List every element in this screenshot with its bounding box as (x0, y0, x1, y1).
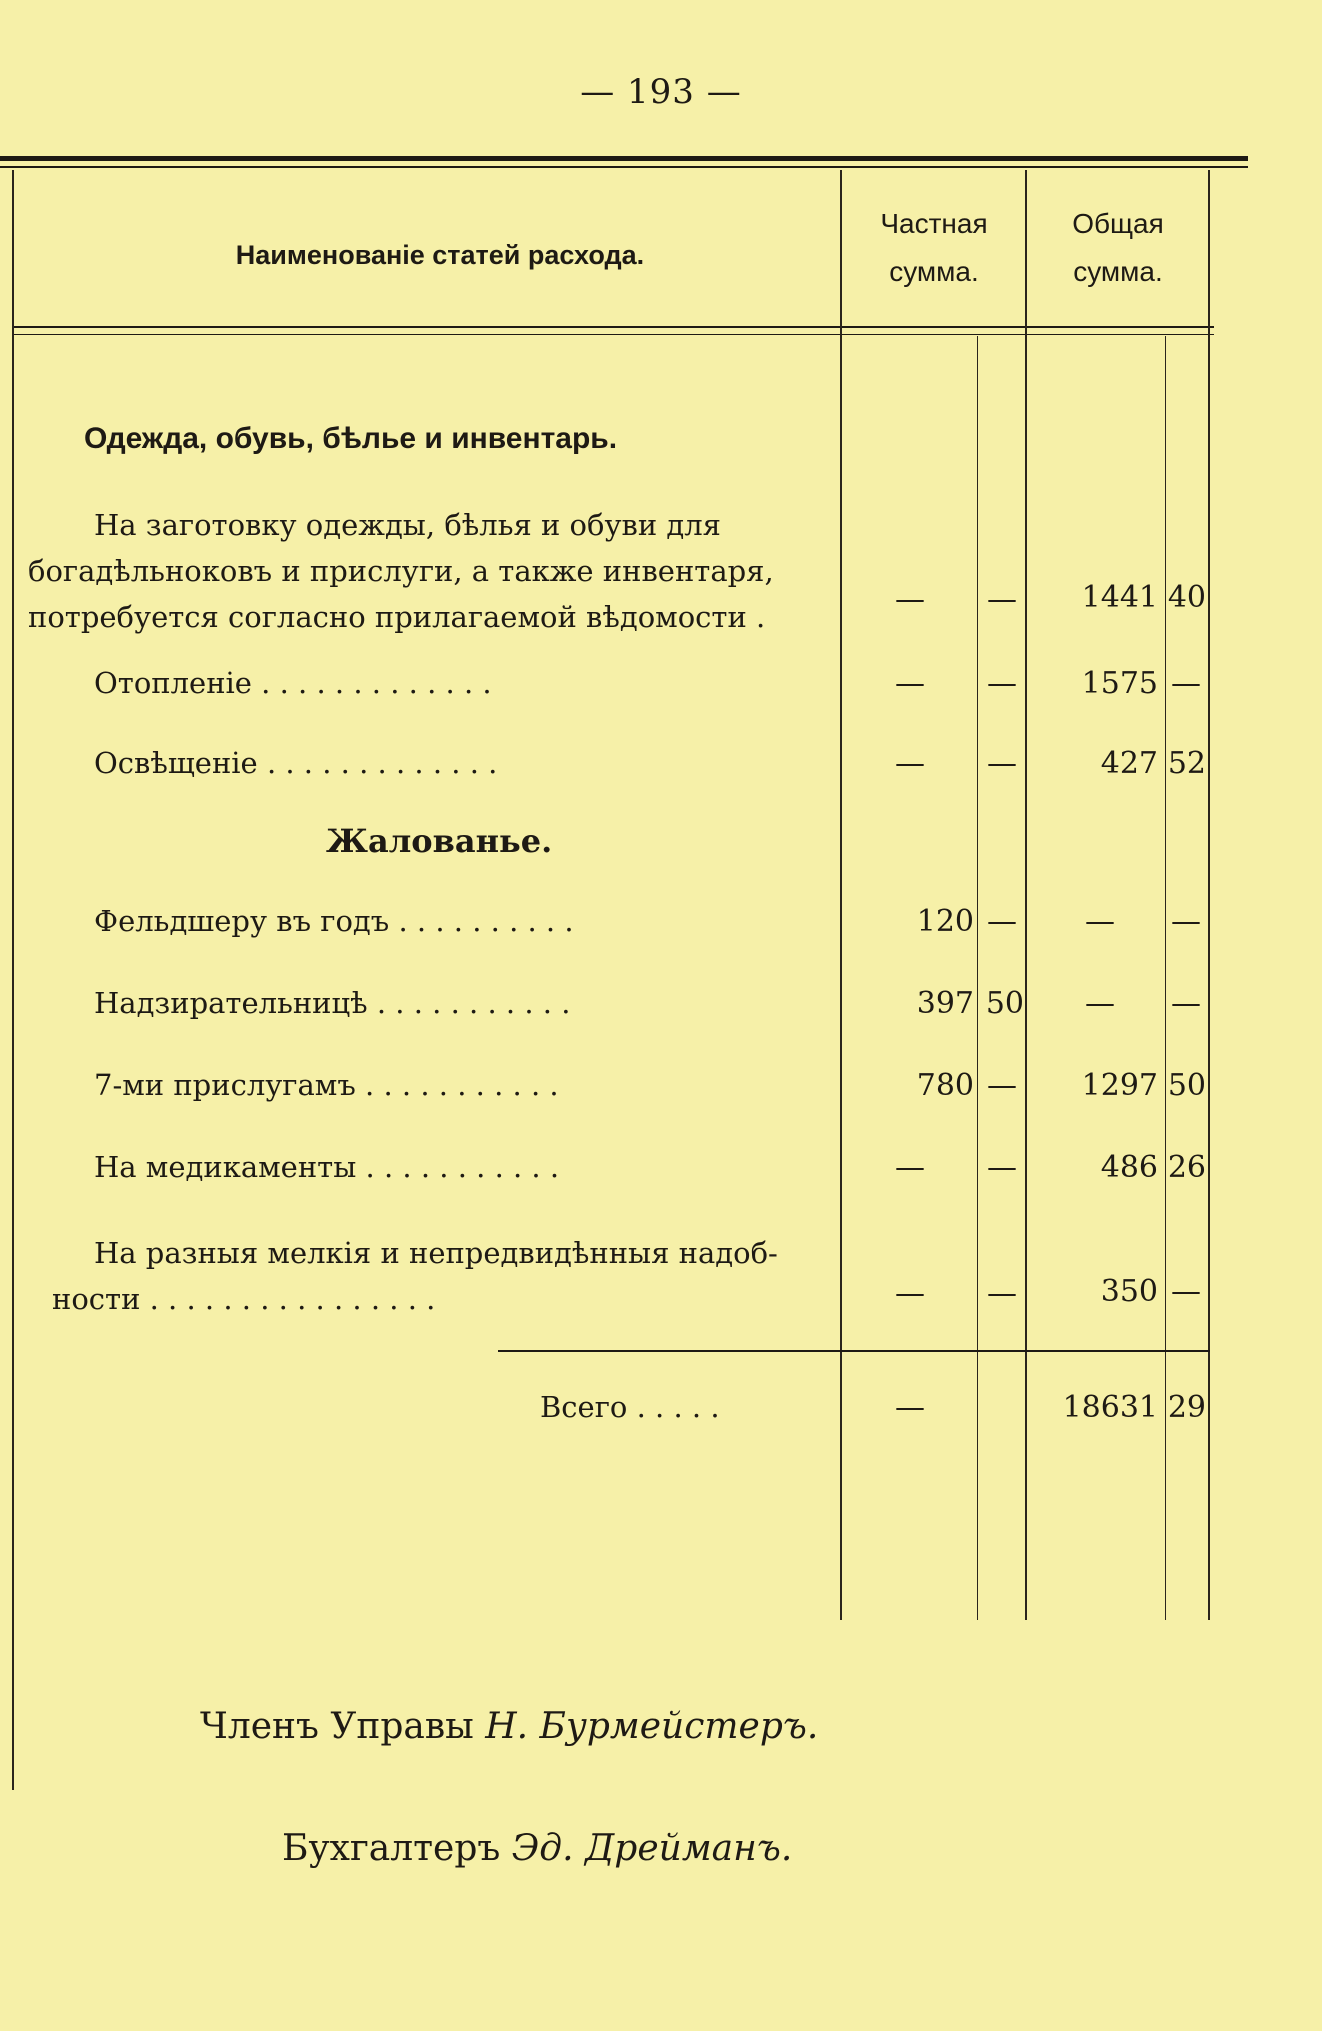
total-label: Всего . . . . . (540, 1390, 720, 1424)
lighting-total-kop: 52 (1167, 746, 1206, 781)
table-row-feldsher (0, 904, 1322, 950)
heating-partial-kop: — (987, 666, 1017, 701)
servants-partial-rub: 780 (916, 1068, 974, 1103)
lighting-total-rub: 427 (1100, 746, 1158, 781)
table-row-matron (0, 986, 1322, 1032)
medicine-total-rub: 486 (1100, 1150, 1158, 1185)
table-row-clothing (0, 502, 1322, 642)
header-total-line1: Общая (1072, 208, 1164, 239)
header-total-line2: сумма. (1073, 256, 1163, 287)
clothing-partial-kop: — (987, 582, 1017, 617)
section-salary: Жалованье. (326, 822, 553, 860)
member-title: Членъ Управы (200, 1706, 474, 1747)
total-total-rub: 18631 (1062, 1390, 1158, 1425)
heating-total-kop: — (1171, 666, 1201, 701)
page-number: — 193 — (580, 72, 742, 112)
left-border (12, 170, 14, 1790)
clothing-total-kop: 40 (1167, 580, 1206, 615)
table-row-misc (0, 1230, 1322, 1326)
lighting-partial-rub: — (895, 746, 925, 781)
header-partial-line1: Частная (880, 208, 988, 239)
clothing-label-line2: богадѣльноковъ и прислуги, а также инвентаря, (28, 554, 774, 588)
servants-label: 7-ми прислугамъ . . . . . . . . . . . (94, 1068, 559, 1102)
table-row-heating (0, 666, 1322, 712)
matron-label: Надзирательницѣ . . . . . . . . . . . (94, 986, 571, 1020)
servants-partial-kop: — (987, 1068, 1017, 1103)
medicine-partial-kop: — (987, 1150, 1017, 1185)
feldsher-label: Фельдшеру въ годъ . . . . . . . . . . (94, 904, 574, 938)
table-row-servants (0, 1068, 1322, 1114)
table-row-total (0, 1390, 1322, 1436)
matron-partial-kop: 50 (985, 986, 1024, 1021)
member-name: Н. Бурмейстеръ. (485, 1706, 819, 1747)
medicine-total-kop: 26 (1167, 1150, 1206, 1185)
medicine-label: На медикаменты . . . . . . . . . . . (94, 1150, 560, 1184)
accountant-name: Эд. Дрейманъ. (511, 1828, 793, 1869)
top-rule-thin (0, 166, 1248, 168)
misc-partial-rub: — (895, 1276, 925, 1311)
feldsher-partial-rub: 120 (916, 904, 974, 939)
servants-total-kop: 50 (1167, 1068, 1206, 1103)
misc-label-line1: На разныя мелкія и непредвидѣнныя надоб- (94, 1236, 778, 1270)
misc-total-kop: — (1171, 1274, 1201, 1309)
heating-total-rub: 1575 (1081, 666, 1158, 701)
table-row-medicine (0, 1150, 1322, 1196)
section-clothing: Одежда, обувь, бѣлье и инвентарь. (84, 422, 618, 455)
header-partial-line2: сумма. (889, 256, 979, 287)
heating-label: Отопленіе . . . . . . . . . . . . . (94, 666, 492, 700)
clothing-label-line1: На заготовку одежды, бѣлья и обуви для (94, 508, 721, 542)
misc-total-rub: 350 (1100, 1274, 1158, 1309)
misc-label-line2: ности . . . . . . . . . . . . . . . . (52, 1282, 436, 1316)
total-rule (498, 1350, 1210, 1352)
misc-partial-kop: — (987, 1276, 1017, 1311)
header-bottom-rule (14, 326, 1214, 328)
clothing-partial-rub: — (895, 582, 925, 617)
header-partial-sum (846, 200, 1022, 296)
signature-member (200, 1706, 818, 1747)
feldsher-partial-kop: — (987, 904, 1017, 939)
header-total-sum (1030, 200, 1206, 296)
feldsher-total-kop: — (1171, 904, 1201, 939)
clothing-label-line3: потребуется согласно прилагаемой вѣдомости . (28, 600, 766, 634)
header-bottom-rule-2 (14, 334, 1214, 335)
clothing-total-rub: 1441 (1081, 580, 1158, 615)
lighting-partial-kop: — (987, 746, 1017, 781)
top-rule-thick (0, 156, 1248, 161)
total-partial-rub: — (895, 1390, 925, 1425)
lighting-label: Освѣщеніе . . . . . . . . . . . . . (94, 746, 498, 780)
signature-accountant (282, 1828, 792, 1869)
matron-total-rub: — (1085, 986, 1115, 1021)
table-row-lighting (0, 746, 1322, 792)
header-item-name: Наименованіе статей расхода. (235, 240, 645, 270)
total-total-kop: 29 (1167, 1390, 1206, 1425)
heating-partial-rub: — (895, 666, 925, 701)
feldsher-total-rub: — (1085, 904, 1115, 939)
matron-total-kop: — (1171, 986, 1201, 1021)
servants-total-rub: 1297 (1081, 1068, 1158, 1103)
accountant-title: Бухгалтеръ (282, 1828, 501, 1869)
medicine-partial-rub: — (895, 1150, 925, 1185)
matron-partial-rub: 397 (916, 986, 974, 1021)
